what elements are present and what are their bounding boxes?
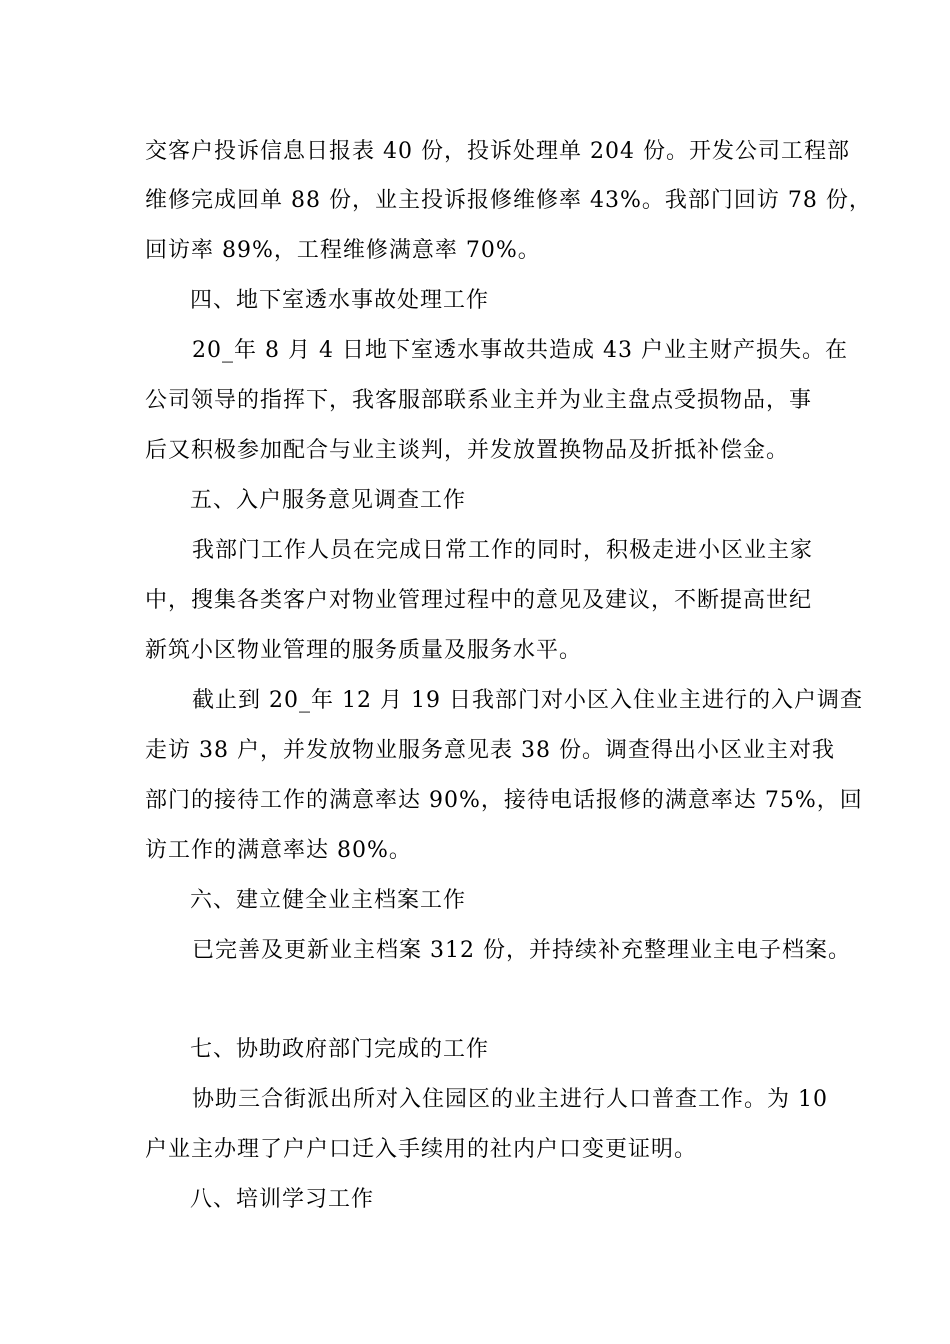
body-line: 中，搜集各类客户对物业管理过程中的意见及建议，不断提高世纪 [145, 588, 813, 613]
section-heading-5: 五、入户服务意见调查工作 [190, 488, 467, 513]
body-line: 20_年 8 月 4 日地下室透水事故共造成 43 户业主财产损失。在 [192, 338, 848, 363]
section-heading-4: 四、地下室透水事故处理工作 [190, 288, 490, 313]
body-line: 截止到 20_年 12 月 19 日我部门对小区入住业主进行的入户调查 [192, 688, 863, 713]
section-heading-8: 八、培训学习工作 [190, 1187, 375, 1212]
section-heading-7: 七、协助政府部门完成的工作 [190, 1037, 490, 1062]
body-line: 我部门工作人员在完成日常工作的同时，积极走进小区业主家 [192, 538, 814, 563]
body-line: 维修完成回单 88 份，业主投诉报修维修率 43%。我部门回访 78 份， [145, 188, 872, 213]
body-line: 新筑小区物业管理的服务质量及服务水平。 [145, 638, 583, 663]
body-line: 交客户投诉信息日报表 40 份，投诉处理单 204 份。开发公司工程部 [145, 139, 850, 164]
body-line: 公司领导的指挥下，我客服部联系业主并为业主盘点受损物品，事 [145, 388, 813, 413]
body-line: 户业主办理了户户口迁入手续用的社内户口变更证明。 [145, 1137, 698, 1162]
body-line: 协助三合街派出所对入住园区的业主进行人口普查工作。为 10 [192, 1087, 828, 1112]
body-line: 已完善及更新业主档案 312 份，并持续补充整理业主电子档案。 [192, 938, 851, 963]
body-line: 访工作的满意率达 80%。 [145, 838, 412, 863]
body-line: 部门的接待工作的满意率达 90%，接待电话报修的满意率达 75%，回 [145, 788, 863, 813]
body-line: 走访 38 户，并发放物业服务意见表 38 份。调查得出小区业主对我 [145, 738, 835, 763]
body-line: 后又积极参加配合与业主谈判，并发放置换物品及折抵补偿金。 [145, 438, 790, 463]
section-heading-6: 六、建立健全业主档案工作 [190, 888, 467, 913]
body-line: 回访率 89%，工程维修满意率 70%。 [145, 238, 541, 263]
